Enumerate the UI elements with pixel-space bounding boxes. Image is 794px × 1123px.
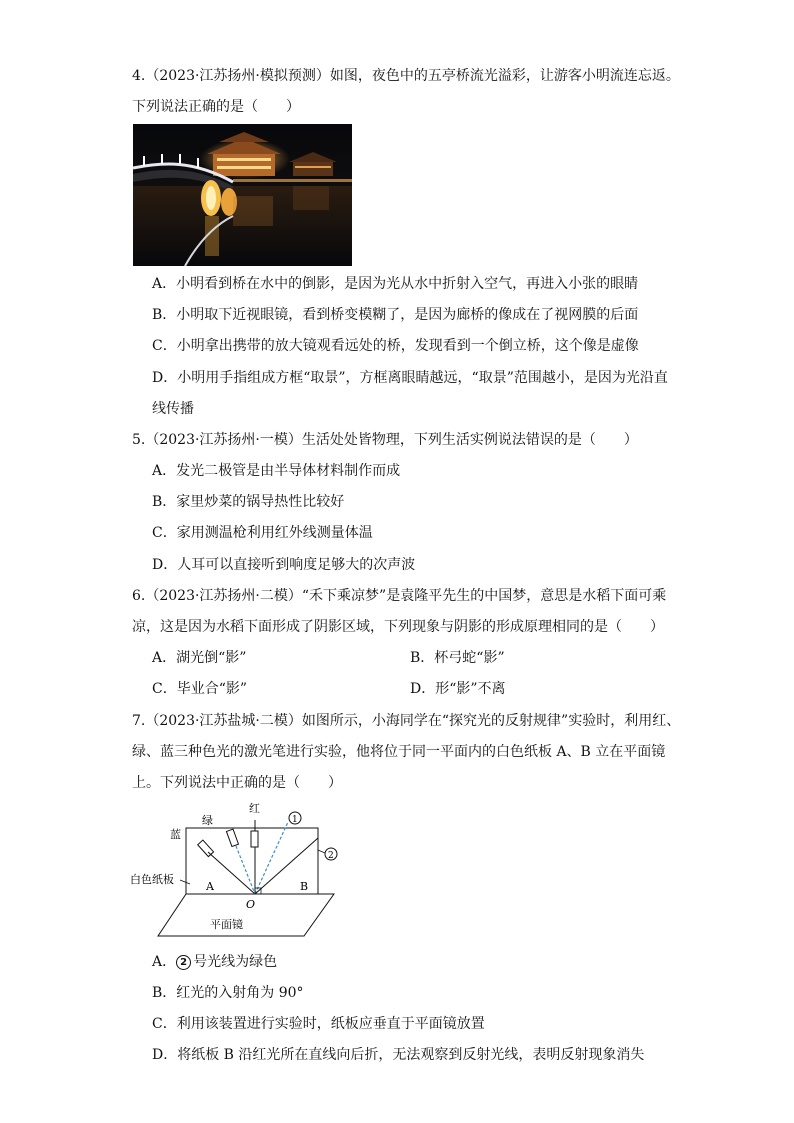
q6-option-b: B．杯弓蛇“影” bbox=[410, 650, 505, 666]
label-green: 绿 bbox=[202, 814, 213, 827]
q4-stem-line1: 4.（2023·江苏扬州·模拟预测）如图，夜色中的五亭桥流光溢彩，让游客小明流连忘返。 bbox=[132, 68, 680, 84]
q7-option-c: C．利用该装置进行实验时，纸板应垂直于平面镜放置 bbox=[152, 1016, 485, 1032]
q6-stem-line1: 6.（2023·江苏扬州·二模）“禾下乘凉梦”是袁隆平先生的中国梦，意思是水稻下面可乘 bbox=[132, 588, 667, 604]
q6-stem-line2: 凉，这是因为水稻下面形成了阴影区域，下列现象与阴影的形成原理相同的是（ ） bbox=[132, 619, 664, 635]
label-blue: 蓝 bbox=[170, 828, 181, 841]
label-white-board: 白色纸板 bbox=[130, 873, 174, 886]
q5-option-d: D．人耳可以直接听到响度足够大的次声波 bbox=[152, 557, 416, 573]
label-b: B bbox=[300, 880, 309, 893]
reflection-experiment-diagram bbox=[128, 798, 348, 946]
bridge-night-photo bbox=[133, 124, 352, 266]
q6-option-d: D．形“影”不离 bbox=[410, 681, 506, 697]
q7-option-a-prefix: A． bbox=[152, 954, 177, 970]
q7-option-a-text: 号光线为绿色 bbox=[193, 954, 278, 970]
q4-option-d-line1: D．小明用手指组成方框“取景”，方框离眼睛越远，“取景”范围越小，是因为光沿直 bbox=[152, 370, 668, 386]
q5-option-a: A．发光二极管是由半导体材料制作而成 bbox=[152, 463, 401, 479]
q4-stem-line2: 下列说法正确的是（ ） bbox=[132, 99, 300, 115]
circled-number-2: 2 bbox=[176, 955, 191, 970]
label-a: A bbox=[206, 880, 214, 893]
label-ray-2: 2 bbox=[328, 851, 334, 861]
q7-option-b: B．红光的入射角为 90° bbox=[152, 985, 304, 1001]
q5-option-b: B．家里炒菜的锅导热性比较好 bbox=[152, 494, 345, 510]
q5-option-c: C．家用测温枪利用红外线测量体温 bbox=[152, 525, 373, 541]
q7-stem-line2: 绿、蓝三种色光的激光笔进行实验，他将位于同一平面内的白色纸板 A、B 立在平面镜 bbox=[132, 744, 666, 760]
q7-option-d: D．将纸板 B 沿红光所在直线向后折，无法观察到反射光线，表明反射现象消失 bbox=[152, 1047, 645, 1063]
board-b bbox=[255, 828, 318, 894]
label-red: 红 bbox=[249, 802, 260, 815]
q5-stem: 5.（2023·江苏扬州·一模）生活处处皆物理，下列生活实例说法错误的是（ ） bbox=[132, 432, 638, 448]
label-ray-1: 1 bbox=[292, 815, 298, 825]
q4-option-c: C．小明拿出携带的放大镜观看远处的桥，发现看到一个倒立桥，这个像是虚像 bbox=[152, 338, 639, 354]
q6-option-c: C．毕业合“影” bbox=[152, 681, 248, 697]
label-mirror: 平面镜 bbox=[210, 918, 243, 931]
q4-option-a: A．小明看到桥在水中的倒影，是因为光从水中折射入空气，再进入小张的眼睛 bbox=[152, 276, 639, 292]
red-laser-pen bbox=[251, 831, 258, 847]
q7-stem-line3: 上。下列说法中正确的是（ ） bbox=[132, 775, 342, 791]
q6-option-a: A．湖光倒“影” bbox=[152, 650, 247, 666]
label-o: O bbox=[246, 898, 256, 911]
q4-option-d-line2: 线传播 bbox=[152, 401, 194, 417]
q7-stem-line1: 7.（2023·江苏盐城·二模）如图所示，小海同学在“探究光的反射规律”实验时，利用红、 bbox=[132, 713, 681, 729]
q7-option-a bbox=[152, 952, 277, 972]
q4-option-b: B．小明取下近视眼镜，看到桥变模糊了，是因为廊桥的像成在了视网膜的后面 bbox=[152, 307, 639, 323]
